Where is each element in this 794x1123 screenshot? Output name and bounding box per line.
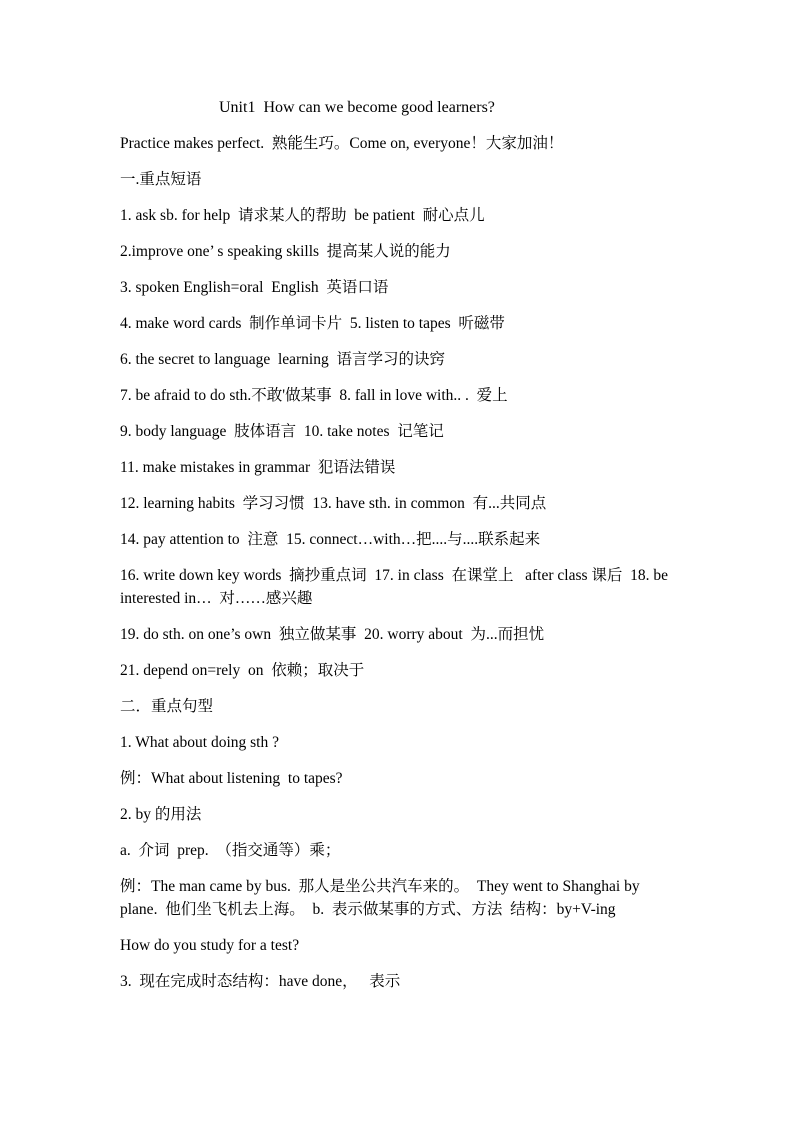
phrase-line: 14. pay attention to 注意 15. connect…with…把....与....联系起来 (120, 531, 541, 548)
sentence-line: How do you study for a test? (120, 937, 300, 954)
phrase-line: 2.improve one’ s speaking skills 提高某人说的能力 (120, 243, 451, 260)
phrase-line: 9. body language 肢体语言 10. take notes 记笔记 (120, 423, 444, 440)
document-title: Unit1 How can we become good learners? (219, 99, 495, 116)
phrase-line: 21. depend on=rely on 依赖；取决于 (120, 662, 365, 679)
section-heading-sentences: 二．重点句型 (120, 698, 214, 715)
example-line: 例：What about listening to tapes? (120, 770, 343, 787)
phrase-line: 11. make mistakes in grammar 犯语法错误 (120, 459, 396, 476)
example-line: 例：The man came by bus. 那人是坐公共汽车来的。 They went to Shanghai by plane. 他们坐飞机去上海。 b. 表示做某事的方式、方法 结构：by+V-ing (120, 878, 644, 918)
phrase-line: 3. spoken English=oral English 英语口语 (120, 279, 389, 296)
phrase-line: 6. the secret to language learning 语言学习的诀窍 (120, 351, 445, 368)
sentence-line: a. 介词 prep. （指交通等）乘； (120, 842, 341, 859)
phrase-line: 7. be afraid to do sth.不敢'做某事 8. fall in love with.. . 爱上 (120, 387, 508, 404)
sentence-line: 2. by 的用法 (120, 806, 202, 823)
section-heading-phrases: 一.重点短语 (120, 171, 202, 188)
intro-line: Practice makes perfect. 熟能生巧。Come on, everyone！大家加油！ (120, 135, 564, 152)
document-page (120, 96, 680, 1006)
phrase-line: 12. learning habits 学习习惯 13. have sth. in common 有...共同点 (120, 495, 547, 512)
phrase-line: 16. write down key words 摘抄重点词 17. in class 在课堂上 after class 课后 18. be interested in… 对……感兴趣 (120, 567, 672, 607)
phrase-line: 4. make word cards 制作单词卡片 5. listen to tapes 听磁带 (120, 315, 505, 332)
phrase-line: 1. ask sb. for help 请求某人的帮助 be patient 耐心点儿 (120, 207, 485, 224)
sentence-line: 3. 现在完成时态结构：have done， 表示 (120, 973, 401, 990)
sentence-line: 1. What about doing sth ? (120, 734, 279, 751)
phrase-line: 19. do sth. on one’s own 独立做某事 20. worry about 为...而担忧 (120, 626, 545, 643)
